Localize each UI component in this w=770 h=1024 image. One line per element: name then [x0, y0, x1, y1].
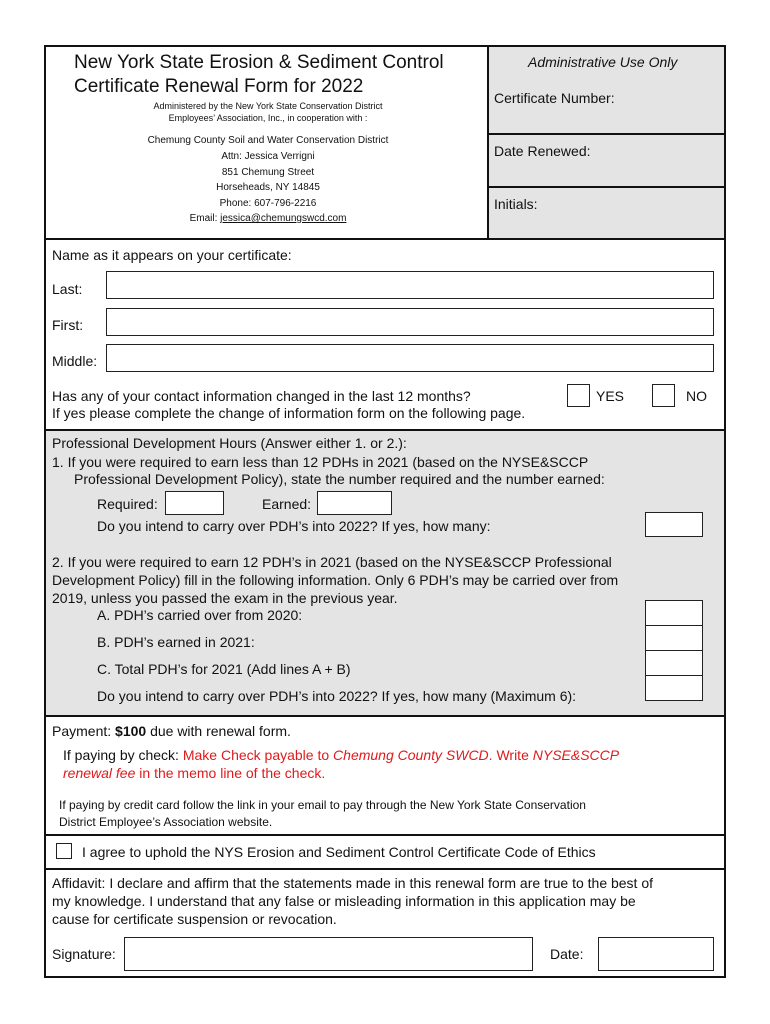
no-checkbox[interactable] — [652, 384, 675, 407]
line-a-input[interactable] — [645, 600, 703, 626]
form-title-line1: New York State Erosion & Sediment Control — [74, 52, 444, 73]
check-line1 — [63, 747, 619, 763]
q2-line3: 2019, unless you passed the exam in the previous year. — [52, 590, 398, 606]
payment-line — [52, 723, 291, 739]
admin-title: Administrative Use Only — [528, 54, 678, 70]
carry2-input[interactable] — [645, 675, 703, 701]
yes-label: YES — [596, 388, 625, 404]
org-name: Chemung County Soil and Water Conservation District — [147, 135, 389, 146]
payment-suffix: due with renewal form. — [146, 723, 291, 739]
admin-note-line1: Administered by the New York State Conservation District — [153, 101, 383, 111]
line-c-input[interactable] — [645, 650, 703, 676]
check-fee2: renewal fee — [63, 765, 136, 781]
city: Horseheads, NY 14845 — [216, 182, 320, 193]
earned-label: Earned: — [262, 496, 312, 512]
ethics-label: I agree to uphold the NYS Erosion and Sediment Control Certificate Code of Ethics — [82, 844, 596, 860]
signature-input[interactable] — [124, 937, 533, 971]
payment-label: Payment: — [52, 723, 116, 739]
carry2-label: Do you intend to carry over PDH’s into 2022? If yes, how many (Maximum 6): — [97, 688, 577, 704]
no-label: NO — [686, 388, 707, 404]
affidavit-line2: my knowledge. I understand that any false or misleading information in this application may be — [52, 893, 636, 909]
q1-line1: 1. If you were required to earn less than 12 PDHs in 2021 (based on the NYSE&SCCP — [52, 454, 589, 470]
yes-checkbox[interactable] — [567, 384, 590, 407]
email-label: Email: — [189, 213, 221, 224]
initials-label: Initials: — [494, 196, 538, 212]
carry1-input[interactable] — [645, 512, 703, 537]
date-input[interactable] — [598, 937, 714, 971]
admin-note-line2: Employees’ Association, Inc., in cooperation with : — [168, 113, 368, 123]
affidavit-line1: Affidavit: I declare and affirm that the statements made in this renewal form are true to the best of — [52, 875, 654, 891]
check-payee: Chemung County SWCD — [333, 747, 489, 763]
form-title-line2: Certificate Renewal Form for 2022 — [74, 76, 364, 97]
middle-name-input[interactable] — [106, 344, 714, 372]
q2-line1: 2. If you were required to earn 12 PDH’s in 2021 (based on the NYSE&SCCP Professional — [52, 554, 612, 570]
line-b-input[interactable] — [645, 625, 703, 651]
card-line1: If paying by credit card follow the link in your email to pay through the New York State Conservation — [59, 798, 586, 812]
date-label: Date: — [550, 946, 584, 962]
check-red1: Make Check payable to — [182, 747, 334, 763]
cert-number-label: Certificate Number: — [494, 90, 615, 106]
q1-line2: Professional Development Policy), state the number required and the number earned: — [74, 471, 605, 487]
line-a-label: A. PDH’s carried over from 2020: — [97, 607, 303, 623]
name-heading: Name as it appears on your certificate: — [52, 247, 292, 263]
card-line2: District Employee’s Association website. — [59, 815, 273, 829]
email-link[interactable]: jessica@chemungswcd.com — [220, 213, 347, 224]
contact-question: Has any of your contact information changed in the last 12 months? — [52, 388, 471, 404]
payment-amount: $100 — [115, 723, 147, 739]
first-label: First: — [52, 317, 84, 333]
signature-label: Signature: — [52, 946, 116, 962]
earned-input[interactable] — [317, 491, 392, 515]
check-red2: . Write — [488, 747, 533, 763]
contact-note: If yes please complete the change of information form on the following page. — [52, 405, 526, 421]
last-label: Last: — [52, 281, 83, 297]
check-red3: in the memo line of the check. — [135, 765, 326, 781]
first-name-input[interactable] — [106, 308, 714, 336]
required-input[interactable] — [165, 491, 224, 515]
line-c-label: C. Total PDH’s for 2021 (Add lines A + B) — [97, 661, 351, 677]
check-fee: NYSE&SCCP — [532, 747, 620, 763]
required-label: Required: — [97, 496, 158, 512]
affidavit-line3: cause for certificate suspension or revocation. — [52, 911, 337, 927]
last-name-input[interactable] — [106, 271, 714, 299]
email-row — [68, 212, 468, 225]
street: 851 Chemung Street — [221, 167, 315, 178]
q2-line2: Development Policy) fill in the following information. Only 6 PDH’s may be carried over from — [52, 572, 619, 588]
check-prefix: If paying by check: — [63, 747, 183, 763]
carry1-label: Do you intend to carry over PDH’s into 2022? If yes, how many: — [97, 518, 491, 534]
attn: Attn: Jessica Verrigni — [221, 151, 315, 162]
date-renewed-label: Date Renewed: — [494, 143, 591, 159]
pdh-heading: Professional Development Hours (Answer either 1. or 2.): — [52, 435, 407, 451]
check-line2 — [63, 765, 325, 781]
middle-label: Middle: — [52, 353, 98, 369]
line-b-label: B. PDH’s earned in 2021: — [97, 634, 255, 650]
ethics-checkbox[interactable] — [56, 843, 72, 859]
phone: Phone: 607-796-2216 — [219, 198, 317, 209]
